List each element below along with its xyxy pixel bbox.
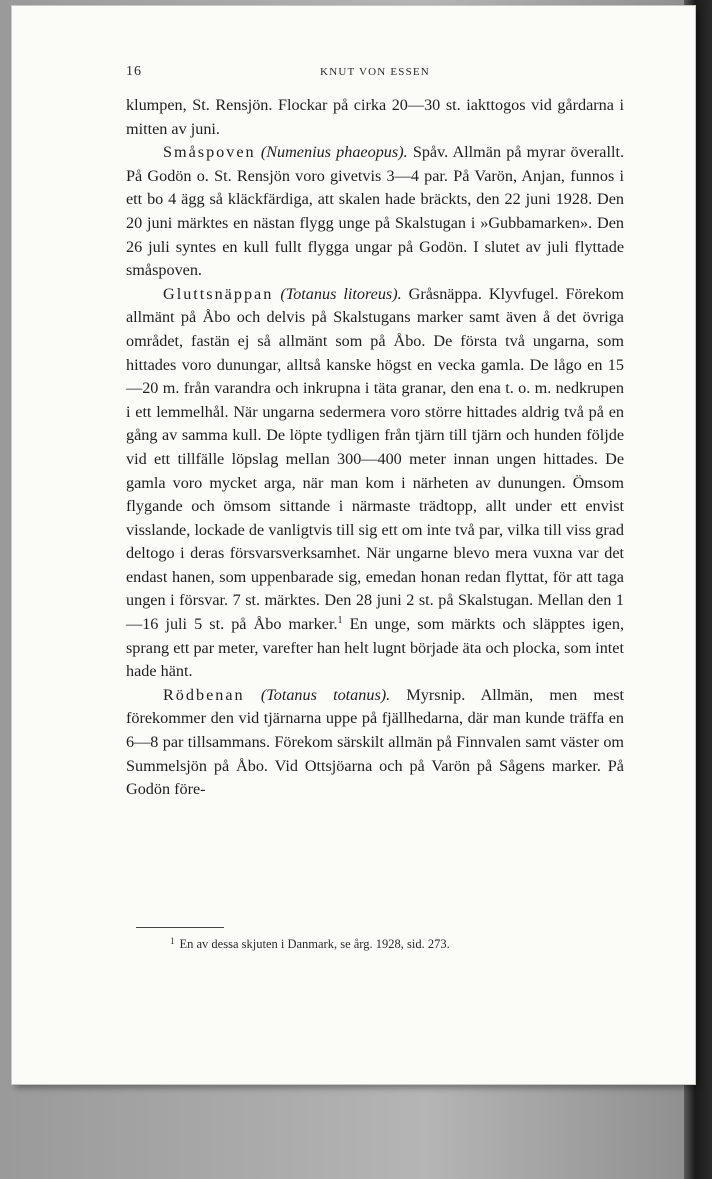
page-header [126,64,624,84]
footnote-reference: 1 [337,615,343,627]
species-name: Rödbenan [163,685,245,704]
latin-name: (Totanus totanus). [260,685,391,704]
paragraph-continuation: klumpen, St. Rensjön. Flockar på cirka 20—30 st. iakttogos vid gårdarna i mitten av juni. [126,96,624,138]
latin-name: (Totanus litoreus). [280,284,402,303]
footnote-mark: 1 [170,936,175,946]
paragraph-text: En unge, som märkts och släpptes igen, sprang ett par meter, varefter han helt lugnt började äta och plocka, som intet hade hänt. [126,615,624,681]
paragraph-text: Gråsnäppa. Klyvfugel. Förekom allmänt på Åbo och delvis på Skalstugans marker samt även å det övriga området, fastän ej så allmänt som på Åbo. De första två ungarna, som hittades voro dunungar, alltså kanske högst en vecka gamla. De lågo en 15—20 m. från varandra och inkrupna i täta granar, den ena t. o. m. nedkrupen i ett lemmelhål. När ungarna sedermera voro större hittades aldrig två på en gång av samma kull. De löpte tydligen från tjärn till tjärn och hunden följde vid ett tillfälle löpslag mellan 300—400 meter innan ungen hittades. De gamla voro mycket arga, när man kom i närheten av dunungen. Ömsom flygande och ömsom sittande i närmaste trädtopp, allt under ett envist visslande, lockade de vanligtvis till sig ett om inte två par, vilka till viss grad deltogo i deras försvarsverksamhet. När ungarne blevo mera vuxna var det endast hanen, som uppenbarade sig, emedan honan redan flyttat, för att taga ungen i försvar. 7 st. märktes. Den 28 juni 2 st. på Skalstugan. Mellan den 1—16 juli 5 st. på Åbo marker. [126,284,624,634]
latin-name: (Numenius phaeopus). [260,143,408,162]
footnote-divider [136,927,224,928]
page-number: 16 [126,64,142,79]
species-name: Gluttsnäppan [163,284,274,303]
paragraph-text: Spåv. Allmän på myrar överallt. På Godön o. St. Rensjön voro givetvis 3—4 par. På Varön, Anjan, funnos i ett bo 4 ägg så kläckfärdiga, att skalen hade bräckts, den 22 juni 1928. Den 20 juni märktes en nästan flygg unge på Skalstugan i »Gubbamarken». Den 26 juli syntes en kull fullt flygga ungar på Godön. I slutet av juli flyttade småspoven. [126,143,625,280]
paragraph-gluttsnappan [126,283,624,684]
body-text [126,94,624,802]
footnote-text: En av dessa skjuten i Danmark, se årg. 1928, sid. 273. [179,937,450,951]
paragraph-rodbenan [126,684,624,802]
paragraph-text: Myrsnip. Allmän, men mest förekommer den vid tjärnarna uppe på fjällhedarna, där man kunde träffa en 6—8 par tillsammans. Förekom särskilt allmän på Finnvalen samt väster om Summelsjön på Åbo. Vid Ottsjöarna och på Varön på Sågens marker. På Godön före- [126,685,625,799]
paragraph-smaspoven [126,141,624,283]
footnote [126,933,624,952]
running-title: KNUT VON ESSEN [320,66,430,78]
species-name: Småspoven [163,143,256,162]
